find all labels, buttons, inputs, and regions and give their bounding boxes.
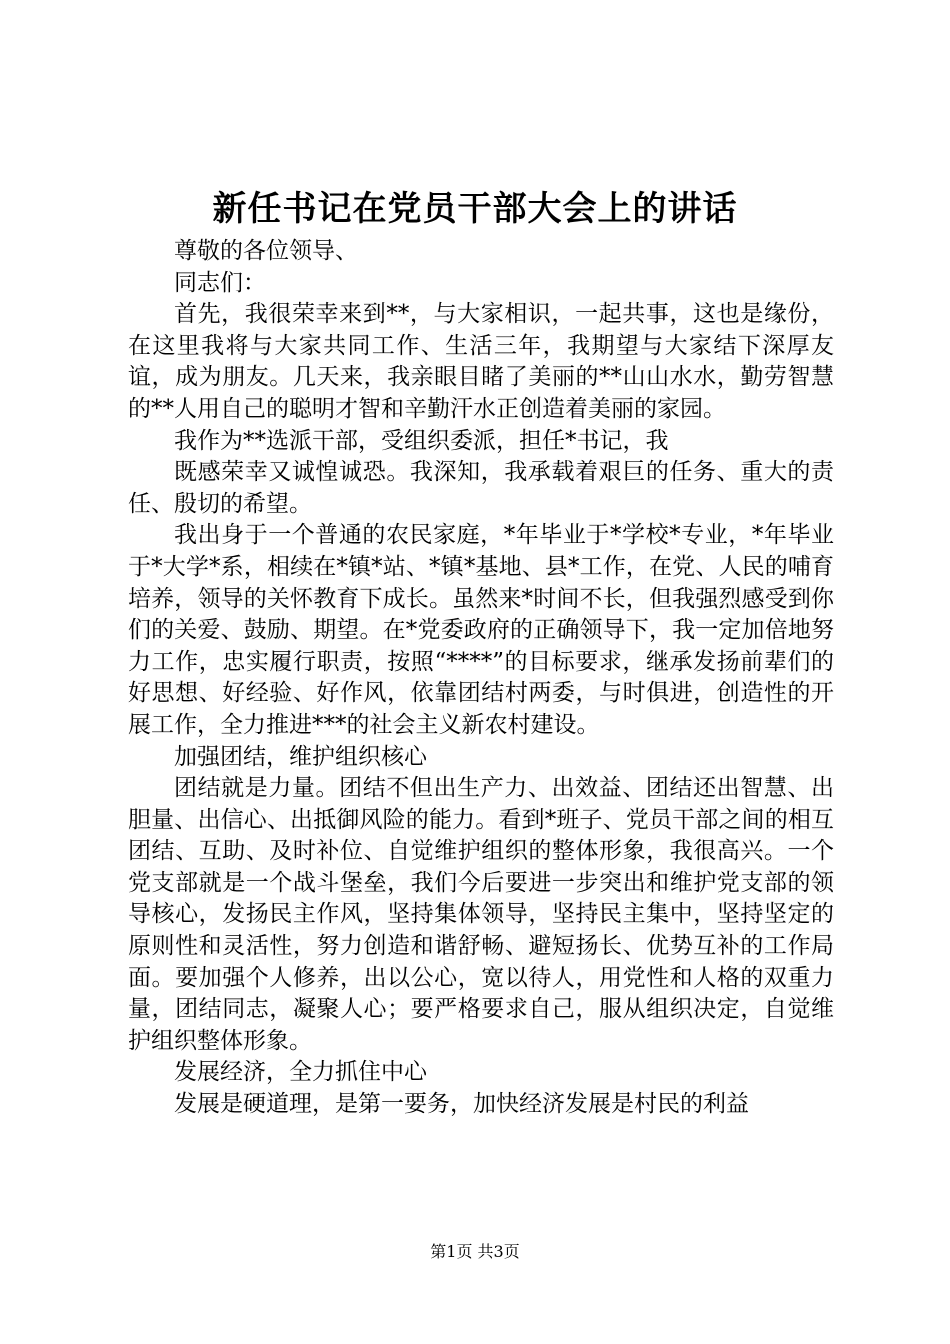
section-heading-unity: 加强团结，维护组织核心 [174,743,427,770]
paragraph-economy: 发展是硬道理，是第一要务，加快经济发展是村民的利益 [174,1091,749,1118]
page-footer: 第1页 共3页 [430,1242,520,1261]
document-body [128,236,834,1121]
salutation-line-1: 尊敬的各位领导、 [174,238,358,264]
section-heading-economy: 发展经济，全力抓住中心 [174,1059,427,1086]
paragraph-background: 我出身于一个普通的农民家庭，*年毕业于*学校*专业，*年毕业于*大学*系，相续在*镇*站、*镇*基地、县*工作，在党、人民的哺育培养，领导的关怀教育下成长。虽然来*时间不长，但我强烈感受到你们的关爱、鼓励、期望。在*党委政府的正确领导下，我一定加倍地努力工作，忠实履行职责，按照“****”的目标要求，继承发扬前辈们的好思想、好经验、好作风，依靠团结村两委，与时俱进，创造性的开展工作，全力推进***的社会主义新农村建设。 [128,522,834,738]
paragraph-intro: 首先，我很荣幸来到**，与大家相识，一起共事，这也是缘份，在这里我将与大家共同工作、生活三年，我期望与大家结下深厚友谊，成为朋友。几天来，我亲眼目睹了美丽的**山山水水，勤劳智慧的**人用自己的聪明才智和辛勤汗水正创造着美丽的家园。 [128,301,834,422]
paragraph-unity: 团结就是力量。团结不但出生产力、出效益、团结还出智慧、出胆量、出信心、出抵御风险的能力。看到*班子、党员干部之间的相互团结、互助、及时补位、自觉维护组织的整体形象，我很高兴。一个党支部就是一个战斗堡垒，我们今后要进一步突出和维护党支部的领导核心，发扬民主作风，坚持集体领导，坚持民主集中，坚持坚定的原则性和灵活性，努力创造和谐舒畅、避短扬长、优势互补的工作局面。要加强个人修养，出以公心，宽以待人，用党性和人格的双重力量，团结同志，凝聚人心；要严格要求自己，服从组织决定，自觉维护组织整体形象。 [128,775,834,1054]
salutation-line-2: 同志们： [174,269,266,296]
paragraph-appointment: 我作为**选派干部，受组织委派，担任*书记，我 [174,427,669,454]
paragraph-feelings: 既感荣幸又诚惶诚恐。我深知，我承载着艰巨的任务、重大的责任、殷切的希望。 [128,459,834,517]
document-title: 新任书记在党员干部大会上的讲话 [212,189,738,229]
